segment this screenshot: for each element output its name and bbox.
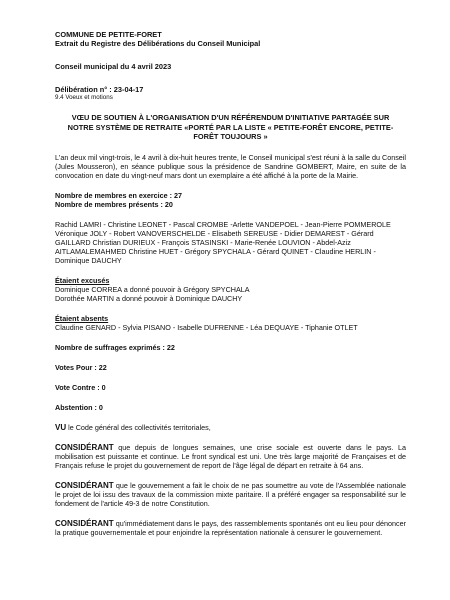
present-members-list: Rachid LAMRI - Christine LEONET - Pascal CROMBE -Arlette VANDEPOEL - Jean-Pierre POMMEROLE Véronique JOLY - Robert VANOVERSCHELDE - Elisabeth SEREUSE - Didier DEMAREST - Gérard GAILLARD Christian DURIEUX - François STASINSKI - Marie-Renée LOUVION - Abdel-Aziz AITLAMALEMAHMED Christine HUET - Grégory SPYCHALA - Gérard QUINET - Claudine HERLIN - Dominique DAUCHY	[55, 219, 391, 265]
vu-paragraph	[55, 423, 406, 432]
motion-title: VŒU DE SOUTIEN À L'ORGANISATION D'UN RÉFÉRENDUM D'INITIATIVE PARTAGÉE SUR NOTRE SYSTÈME DE RETRAITE «PORTÉ PAR LA LISTE « PETITE-FORÊT ENCORE, PETITE-FORÊT TOUJOURS »	[67, 113, 394, 141]
considerant-paragraph	[55, 443, 406, 470]
absents-heading: Étaient absents	[55, 313, 109, 323]
suffrages-count: Nombre de suffrages exprimés : 22	[55, 342, 175, 352]
vu-text: le Code général des collectivités territoriales,	[66, 422, 211, 432]
considerant-lead: CONSIDÉRANT	[55, 518, 114, 528]
considerant-text: qu'immédiatement dans le pays, des rassemblements spontanés ont eu lieu pour dénoncer la pratique gouvernementale et pour enjoindre la représentation nationale à censurer le gouvernement.	[55, 518, 406, 537]
considerant-text: que depuis de longues semaines, une crise sociale est ouverte dans le pays. La mobilisation est puissante et continue. Le front syndical est uni. Une très large majorité de Françaises et de Français refuse le projet du gouvernement de report de l'âge légal de départ en retraite à 64 ans.	[55, 442, 406, 470]
vu-lead: VU	[55, 422, 67, 432]
votes-abstention: Abstention : 0	[55, 402, 103, 412]
considerant-lead: CONSIDÉRANT	[55, 480, 114, 490]
members-counts	[55, 191, 406, 209]
absents-list: Claudine GENARD - Sylvia PISANO - Isabelle DUFRENNE - Léa DEQUAYE - Tiphanie OTLET	[55, 322, 358, 332]
considerant-lead: CONSIDÉRANT	[55, 442, 114, 452]
deliberation-number: Délibération n° : 23-04-17	[55, 85, 144, 94]
absents-block	[55, 314, 406, 332]
registre-extract: Extrait du Registre des Délibérations du Conseil Municipal	[55, 39, 261, 48]
votes-pour: Votes Pour : 22	[55, 362, 107, 372]
header-block	[55, 30, 406, 48]
conseil-date: Conseil municipal du 4 avril 2023	[55, 62, 172, 71]
excuse-line: Dorothée MARTIN a donné pouvoir à Dominique DAUCHY	[55, 293, 243, 303]
deliberation-category: 9.4 Voeux et motions	[55, 94, 113, 101]
excuses-heading: Étaient excusés	[55, 275, 110, 285]
considerant-text: que le gouvernement a fait le choix de ne pas soumettre au vote de l'Assemblée nationale le projet de loi issu des travaux de la commission mixte paritaire. Il a préféré engager sa responsabilité sur le fondement de l'article 49-3 de notre Constitution.	[55, 480, 406, 508]
members-en-exercice: Nombre de membres en exercice : 27	[55, 190, 183, 200]
considerant-paragraph	[55, 519, 406, 537]
deliberation-block	[55, 85, 406, 102]
excuses-block	[55, 276, 406, 303]
considerant-paragraph	[55, 481, 406, 508]
intro-paragraph: L'an deux mil vingt-trois, le 4 avril à dix-huit heures trente, le Conseil municipal s'est réuni à la salle du Conseil (Jules Mousseron), en séance publique sous la présidence de Sandrine GOMBERT, Maire, en suite de la convocation en date du vingt-neuf mars dont un exemplaire a été affiché à la porte de la Mairie.	[55, 152, 406, 180]
commune-name: COMMUNE DE PETITE-FORET	[55, 30, 162, 39]
excuse-line: Dominique CORREA a donné pouvoir à Grégory SPYCHALA	[55, 284, 250, 294]
members-presents: Nombre de membres présents : 20	[55, 199, 173, 209]
votes-contre: Vote Contre : 0	[55, 382, 106, 392]
